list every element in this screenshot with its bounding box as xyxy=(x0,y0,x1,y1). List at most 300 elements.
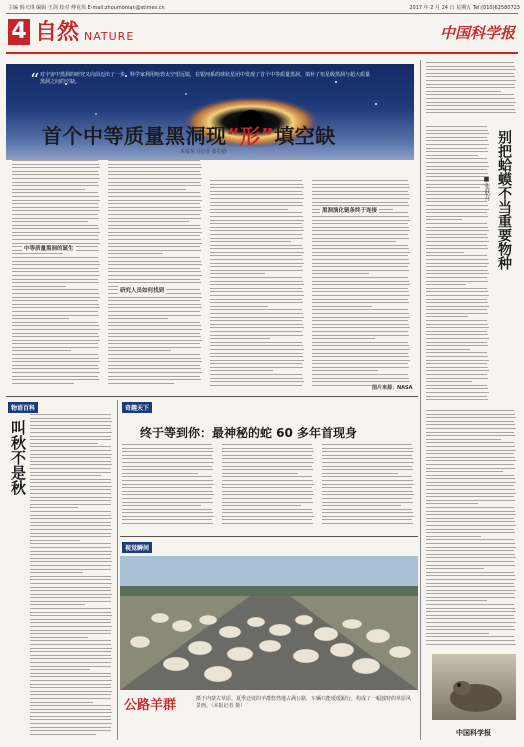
text-line xyxy=(210,248,303,249)
text-line xyxy=(426,597,515,598)
text-line xyxy=(30,443,98,444)
text-line xyxy=(426,435,515,436)
text-line xyxy=(426,428,516,429)
text-line xyxy=(312,342,408,343)
text-line xyxy=(426,166,489,167)
text-line xyxy=(426,112,516,113)
text-line xyxy=(210,338,270,339)
text-line xyxy=(426,191,487,192)
text-line xyxy=(122,469,213,470)
text-line xyxy=(426,277,487,278)
text-line xyxy=(322,505,401,506)
text-line xyxy=(426,320,487,321)
text-line xyxy=(30,418,111,419)
text-line xyxy=(30,432,112,433)
center-article-col-1 xyxy=(122,444,216,530)
text-line xyxy=(426,252,464,253)
text-line xyxy=(108,174,201,175)
text-line xyxy=(108,333,200,334)
text-line xyxy=(12,275,100,276)
text-line xyxy=(210,212,302,213)
text-line xyxy=(312,223,408,224)
text-line xyxy=(210,295,304,296)
text-line xyxy=(222,473,298,474)
text-line xyxy=(426,180,487,181)
text-line xyxy=(312,309,408,310)
text-line xyxy=(210,198,304,199)
text-line xyxy=(122,509,212,510)
text-line xyxy=(30,637,88,638)
text-line xyxy=(210,238,303,239)
text-line xyxy=(210,263,304,264)
text-line xyxy=(426,126,487,127)
text-line xyxy=(426,550,514,551)
text-line xyxy=(426,259,488,260)
text-line xyxy=(312,313,409,314)
text-line xyxy=(222,498,312,499)
text-line xyxy=(210,331,302,332)
text-line xyxy=(30,482,111,483)
text-line xyxy=(426,148,487,149)
text-line xyxy=(30,507,78,508)
text-line xyxy=(108,192,200,193)
text-line xyxy=(122,473,198,474)
text-line xyxy=(222,512,313,513)
text-line xyxy=(322,451,414,452)
text-line xyxy=(312,284,410,285)
text-line xyxy=(426,453,514,454)
text-line xyxy=(210,291,303,292)
text-line xyxy=(30,518,112,519)
text-line xyxy=(312,338,375,339)
text-line xyxy=(426,507,514,508)
text-line xyxy=(222,462,314,463)
text-line xyxy=(312,378,409,379)
text-line xyxy=(426,342,487,343)
text-line xyxy=(426,263,489,264)
text-line xyxy=(30,680,112,681)
text-line xyxy=(30,619,111,620)
text-line xyxy=(312,299,408,300)
text-line xyxy=(322,487,412,488)
text-line xyxy=(210,184,303,185)
text-line xyxy=(426,109,515,110)
text-line xyxy=(122,519,212,520)
text-line xyxy=(312,241,396,242)
text-line xyxy=(210,374,302,375)
text-line xyxy=(210,270,303,271)
text-line xyxy=(30,425,111,426)
text-line xyxy=(322,458,413,459)
left-article-title: 叫秋不是秋 xyxy=(9,420,27,495)
text-line xyxy=(312,248,409,249)
feature-column-1 xyxy=(12,160,102,390)
text-line xyxy=(426,593,514,594)
text-line xyxy=(30,709,111,710)
text-line xyxy=(12,160,98,161)
text-line xyxy=(426,360,489,361)
text-line xyxy=(108,376,200,377)
text-line xyxy=(122,451,214,452)
text-line xyxy=(426,84,514,85)
text-line xyxy=(210,241,291,242)
text-line xyxy=(426,518,514,519)
text-line xyxy=(312,288,408,289)
text-line xyxy=(12,189,85,190)
text-line xyxy=(426,237,488,238)
text-line xyxy=(222,523,313,524)
text-line xyxy=(30,612,111,613)
text-line xyxy=(322,466,412,467)
text-line xyxy=(426,633,489,634)
text-line xyxy=(426,184,488,185)
text-line xyxy=(30,684,111,685)
text-line xyxy=(426,396,487,397)
text-line xyxy=(12,214,98,215)
text-line xyxy=(426,302,488,303)
text-line xyxy=(426,568,484,569)
text-line xyxy=(30,461,111,462)
text-line xyxy=(426,399,488,400)
text-line xyxy=(30,691,112,692)
text-line xyxy=(108,275,202,276)
text-line xyxy=(426,424,515,425)
feature-subhead-3: 黑洞演化链条终于连接 xyxy=(322,208,378,214)
text-line xyxy=(210,288,302,289)
text-line xyxy=(312,356,409,357)
text-line xyxy=(426,489,515,490)
text-line xyxy=(108,354,200,355)
text-line xyxy=(426,367,488,368)
text-line xyxy=(210,378,303,379)
text-line xyxy=(12,350,71,351)
feature-quote-mark: “ xyxy=(30,70,40,91)
text-line xyxy=(30,486,112,487)
newspaper-logo: 中国科学报 xyxy=(440,24,516,42)
text-line xyxy=(210,299,302,300)
text-line xyxy=(426,205,488,206)
text-line xyxy=(12,343,98,344)
text-line xyxy=(12,347,99,348)
text-line xyxy=(30,454,112,455)
text-line xyxy=(12,203,98,204)
text-line xyxy=(12,174,99,175)
feature-title xyxy=(42,120,336,149)
text-line xyxy=(210,259,303,260)
text-line xyxy=(12,164,99,165)
feature-intro: 对宇宙中黑洞的研究又向前迈出了一步。科学家利用哈勃太空望远镜，在银河系的球状星团中发现了首个中等质量黑洞，填补了恒星级黑洞与超大质量黑洞之间的空缺。 xyxy=(40,72,371,85)
text-line xyxy=(322,473,398,474)
text-line xyxy=(426,557,516,558)
text-line xyxy=(426,69,516,70)
text-line xyxy=(426,270,488,271)
text-line xyxy=(30,436,111,437)
text-line xyxy=(426,169,487,170)
text-line xyxy=(426,334,488,335)
text-line xyxy=(30,515,111,516)
text-line xyxy=(312,324,409,325)
text-line xyxy=(30,414,111,415)
text-line xyxy=(426,421,514,422)
text-line xyxy=(322,469,413,470)
text-line xyxy=(312,317,410,318)
text-line xyxy=(30,533,111,534)
text-line xyxy=(108,221,189,222)
text-line xyxy=(210,309,302,310)
text-line xyxy=(426,155,478,156)
text-line xyxy=(12,178,100,179)
text-line xyxy=(426,485,514,486)
text-line xyxy=(222,466,312,467)
text-line xyxy=(426,105,514,106)
text-line xyxy=(122,516,214,517)
text-line xyxy=(30,428,111,429)
text-line xyxy=(30,558,111,559)
text-line xyxy=(426,98,515,99)
text-line xyxy=(426,151,488,152)
text-line xyxy=(322,476,412,477)
text-line xyxy=(30,497,112,498)
text-line xyxy=(210,320,302,321)
text-line xyxy=(30,604,85,605)
text-line xyxy=(108,315,201,316)
text-line xyxy=(12,235,98,236)
text-line xyxy=(312,194,409,195)
text-line xyxy=(426,521,515,522)
text-line xyxy=(222,487,312,488)
text-line xyxy=(426,223,487,224)
text-line xyxy=(222,448,313,449)
text-line xyxy=(426,565,515,566)
text-line xyxy=(12,221,88,222)
text-line xyxy=(12,286,66,287)
text-line xyxy=(108,282,201,283)
text-line xyxy=(30,489,111,490)
text-line xyxy=(222,458,313,459)
text-line xyxy=(426,87,515,88)
header-date: 2017 年 2 月 24 日 星期五 Tel:(010)62580723 xyxy=(409,5,520,11)
text-line xyxy=(30,626,112,627)
text-line xyxy=(426,514,516,515)
text-line xyxy=(122,498,212,499)
text-line xyxy=(426,626,514,627)
text-line xyxy=(426,345,488,346)
text-line xyxy=(12,336,99,337)
center-section-badge: 奇趣天下 xyxy=(122,402,152,413)
feature-title-quote: “形” xyxy=(226,124,275,148)
text-line xyxy=(30,601,111,602)
text-line xyxy=(312,187,410,188)
text-line xyxy=(30,450,111,451)
text-line xyxy=(108,160,200,161)
center-article-col-2 xyxy=(222,444,316,530)
text-line xyxy=(30,569,111,570)
text-line xyxy=(30,687,111,688)
text-line xyxy=(108,225,200,226)
text-line xyxy=(426,284,466,285)
feature-title-pre: 首个中等质量黑洞现 xyxy=(42,124,227,148)
text-line xyxy=(426,468,515,469)
text-line xyxy=(426,460,516,461)
text-line xyxy=(108,311,200,312)
text-line xyxy=(30,525,111,526)
center-article-title: 终于等到你：最神秘的蛇 60 多年首现身 xyxy=(140,426,358,440)
text-line xyxy=(426,212,487,213)
text-line xyxy=(30,730,111,731)
text-line xyxy=(30,666,111,667)
text-line xyxy=(222,505,301,506)
text-line xyxy=(30,472,111,473)
text-line xyxy=(12,365,98,366)
text-line xyxy=(322,523,413,524)
text-line xyxy=(210,327,304,328)
text-line xyxy=(312,255,408,256)
text-line xyxy=(426,629,515,630)
text-line xyxy=(12,257,98,258)
text-line xyxy=(108,372,202,373)
text-line xyxy=(210,266,302,267)
left-section-badge: 物语百科 xyxy=(8,402,38,413)
text-line xyxy=(30,719,111,720)
text-line xyxy=(426,475,514,476)
text-line xyxy=(12,358,99,359)
text-line xyxy=(210,367,303,368)
text-line xyxy=(426,615,514,616)
text-line xyxy=(222,502,313,503)
text-line xyxy=(312,238,409,239)
text-line xyxy=(426,572,514,573)
text-line xyxy=(426,91,501,92)
text-line xyxy=(30,694,111,695)
text-line xyxy=(426,500,515,501)
text-line xyxy=(322,455,412,456)
text-line xyxy=(426,446,515,447)
text-line xyxy=(426,230,489,231)
text-line xyxy=(30,583,112,584)
center-article-col-3 xyxy=(322,444,416,530)
text-line xyxy=(426,478,515,479)
text-line xyxy=(426,331,487,332)
text-line xyxy=(322,519,412,520)
text-line xyxy=(312,302,409,303)
text-line xyxy=(210,230,304,231)
text-line xyxy=(312,320,408,321)
text-line xyxy=(312,306,372,307)
text-line xyxy=(312,263,410,264)
text-line xyxy=(122,448,213,449)
text-line xyxy=(30,608,111,609)
text-line xyxy=(322,512,413,513)
text-line xyxy=(222,480,313,481)
text-line xyxy=(426,618,515,619)
text-line xyxy=(30,622,111,623)
text-line xyxy=(12,333,98,334)
text-line xyxy=(210,202,302,203)
text-line xyxy=(30,712,112,713)
text-line xyxy=(312,216,409,217)
text-line xyxy=(108,228,201,229)
text-line xyxy=(312,234,408,235)
text-line xyxy=(426,227,488,228)
text-line xyxy=(312,370,378,371)
text-line xyxy=(108,182,200,183)
text-line xyxy=(108,207,201,208)
center-bottom-rule xyxy=(120,536,418,537)
text-line xyxy=(108,268,200,269)
section-english: NATURE xyxy=(84,30,135,43)
text-line xyxy=(108,257,200,258)
right-article-col-a xyxy=(426,126,490,406)
feature-column-2 xyxy=(108,160,204,390)
text-line xyxy=(30,594,112,595)
text-line xyxy=(30,536,111,537)
text-line xyxy=(108,340,202,341)
text-line xyxy=(12,311,98,312)
text-line xyxy=(108,379,201,380)
text-line xyxy=(312,245,408,246)
text-line xyxy=(426,102,516,103)
text-line xyxy=(426,198,489,199)
text-line xyxy=(222,476,312,477)
text-line xyxy=(426,295,489,296)
text-line xyxy=(426,611,516,612)
text-line xyxy=(210,342,302,343)
text-line xyxy=(30,587,111,588)
text-line xyxy=(222,509,312,510)
text-line xyxy=(122,512,213,513)
text-line xyxy=(30,475,101,476)
toad-illustration xyxy=(432,654,516,720)
text-line xyxy=(12,182,98,183)
text-line xyxy=(312,180,408,181)
text-line xyxy=(12,318,69,319)
text-line xyxy=(30,658,112,659)
text-line xyxy=(426,316,468,317)
text-line xyxy=(322,516,414,517)
text-line xyxy=(12,304,99,305)
left-article-body xyxy=(30,414,114,740)
photo-caption: 摄于内蒙古草原。夏季迁徙的羊群悠然地占满公路，车辆只能缓缓跟行，构成了一幅独特的草原风景画。（本报记者 摄） xyxy=(196,696,412,709)
text-line xyxy=(210,194,303,195)
text-line xyxy=(426,281,488,282)
text-line xyxy=(12,329,100,330)
text-line xyxy=(108,218,201,219)
text-line xyxy=(426,622,516,623)
text-line xyxy=(12,300,98,301)
text-line xyxy=(312,266,408,267)
text-line xyxy=(30,669,90,670)
text-line xyxy=(222,451,314,452)
text-line xyxy=(426,575,515,576)
text-line xyxy=(426,245,487,246)
sheep-road-illustration xyxy=(120,556,418,690)
text-line xyxy=(426,201,487,202)
text-line xyxy=(108,307,202,308)
text-line xyxy=(312,381,410,382)
text-line xyxy=(312,345,409,346)
text-line xyxy=(30,644,111,645)
text-line xyxy=(12,232,100,233)
text-line xyxy=(426,471,503,472)
text-line xyxy=(312,349,410,350)
text-line xyxy=(210,205,303,206)
text-line xyxy=(222,516,314,517)
text-line xyxy=(108,336,201,337)
text-line xyxy=(312,184,409,185)
text-line xyxy=(108,171,200,172)
text-line xyxy=(426,266,487,267)
text-line xyxy=(30,698,111,699)
